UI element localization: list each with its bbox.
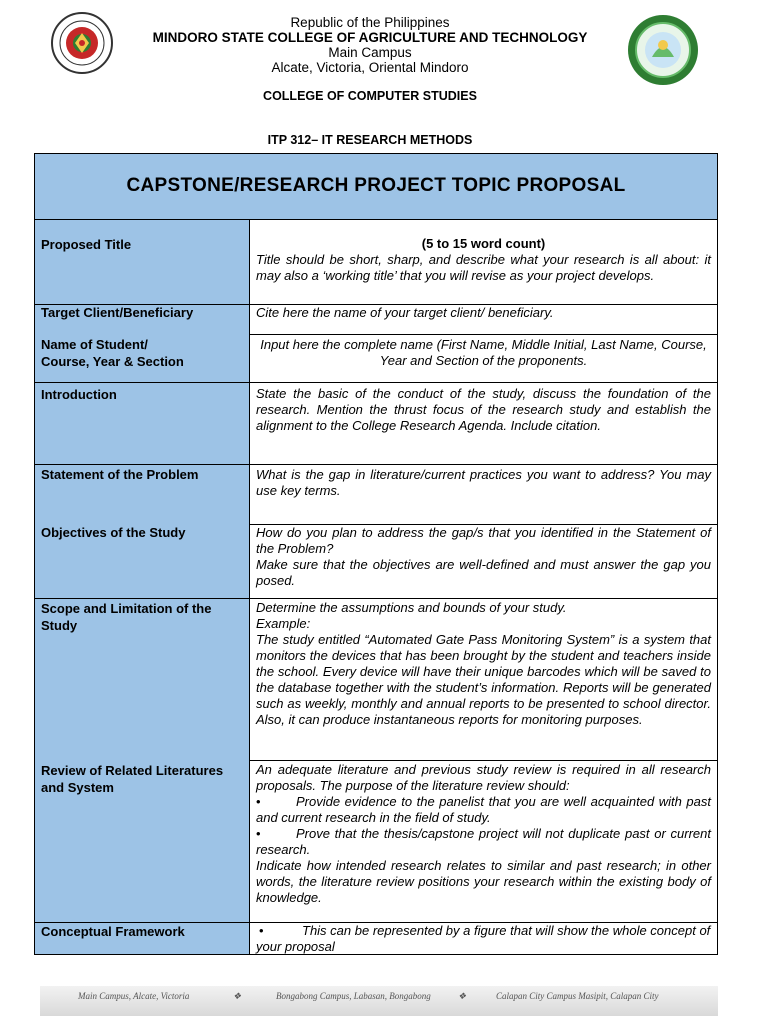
cell-framework xyxy=(256,923,711,955)
footer-separator: ❖ xyxy=(458,991,467,1001)
footer-bar xyxy=(40,986,718,1016)
review-bullet-1-text: Provide evidence to the panelist that you are well acquainted with past and current research in the field of study. xyxy=(256,794,711,825)
review-text-1: An adequate literature and previous study review is required in all research proposals. The purpose of the literature review should: xyxy=(256,762,711,793)
word-count-note: (5 to 15 word count) xyxy=(421,236,546,251)
cell-objectives xyxy=(256,525,711,589)
school-name: MINDORO STATE COLLEGE OF AGRICULTURE AND TECHNOLOGY xyxy=(152,30,588,45)
objectives-text-1: How do you plan to address the gap/s that you identified in the Statement of the Problem? xyxy=(256,525,711,556)
cell-target-client: Cite here the name of your target client/ beneficiary. xyxy=(256,305,554,320)
label-student-name xyxy=(41,336,246,370)
label-scope: Scope and Limitation of the Study xyxy=(41,601,212,633)
row-divider xyxy=(35,598,717,599)
framework-text: This can be represented by a figure that will show the whole concept of your proposal xyxy=(256,923,711,954)
cell-student-name: Input here the complete name (First Name, Middle Initial, Last Name, Course, Year and Section of the proponents. xyxy=(260,337,707,368)
label-review: Review of Related Literatures and System xyxy=(41,763,224,795)
label-introduction: Introduction xyxy=(41,387,117,402)
campus-line: Main Campus xyxy=(328,45,412,60)
footer-separator: ❖ xyxy=(233,991,242,1001)
address-line: Alcate, Victoria, Oriental Mindoro xyxy=(271,60,469,75)
label-proposed-title: Proposed Title xyxy=(41,237,132,252)
label-column xyxy=(35,220,250,954)
label-student-name-line1: Name of Student/ xyxy=(41,337,148,352)
course-title: ITP 312– IT RESEARCH METHODS xyxy=(267,133,473,147)
footer-bongabong-campus: Bongabong Campus, Labasan, Bongabong xyxy=(276,991,431,1001)
scope-text-1: Determine the assumptions and bounds of your study. xyxy=(256,600,567,615)
bullet-icon: • xyxy=(259,923,264,938)
review-bullet-1 xyxy=(256,794,711,826)
cell-scope xyxy=(256,600,711,728)
row-divider xyxy=(35,464,717,465)
review-bullet-2-text: Prove that the thesis/capstone project will not duplicate past or current research. xyxy=(256,826,711,857)
proposal-form xyxy=(34,153,718,955)
cell-proposed-title xyxy=(256,236,711,284)
cell-problem: What is the gap in literature/current practices you want to address? You may use key terms. xyxy=(256,467,711,498)
label-target-client: Target Client/Beneficiary xyxy=(41,305,194,320)
label-objectives: Objectives of the Study xyxy=(41,525,186,540)
label-framework: Conceptual Framework xyxy=(41,924,185,939)
letterhead xyxy=(0,10,768,80)
footer-calapan-campus: Calapan City Campus Masipit, Calapan City xyxy=(496,991,659,1001)
cell-introduction: State the basic of the conduct of the study, discuss the foundation of the research. Mention the thrust focus of the research study and establish the alignment to the College Research Agenda. Include citation. xyxy=(256,386,711,433)
scope-example: The study entitled “Automated Gate Pass Monitoring System” is a system that monitors the devices that has been brought by the student and teachers inside the school. Every device will have their unique barcodes which will be saved to the database together with the student’s information. Reports will be generated such as weekly, monthly and annual reports to be presented to school director. Also, it can produce instantaneous reports for monitoring purposes. xyxy=(256,632,711,727)
review-text-2: Indicate how intended research relates to similar and past research; in other words, the literature review positions your research within the existing body of knowledge. xyxy=(256,858,711,905)
row-divider xyxy=(250,334,717,335)
row-divider xyxy=(35,382,717,383)
row-divider xyxy=(250,760,717,761)
objectives-text-2: Make sure that the objectives are well-defined and must answer the gap you posed. xyxy=(256,557,711,588)
form-title-band xyxy=(35,154,717,220)
republic-line: Republic of the Philippines xyxy=(290,15,450,30)
form-title: CAPSTONE/RESEARCH PROJECT TOPIC PROPOSAL xyxy=(126,175,626,196)
bullet-icon: • xyxy=(256,826,261,841)
cell-review xyxy=(256,762,711,906)
proposed-title-instructions: Title should be short, sharp, and describe what your research is all about: it may also a ‘working title’ that you will revise as your project develops. xyxy=(256,252,711,283)
footer-main-campus: Main Campus, Alcate, Victoria xyxy=(78,991,190,1001)
label-problem: Statement of the Problem xyxy=(41,467,199,482)
bullet-icon: • xyxy=(256,794,261,809)
scope-text-2: Example: xyxy=(256,616,311,631)
label-student-name-line2: Course, Year & Section xyxy=(41,354,184,369)
review-bullet-2 xyxy=(256,826,711,858)
college-name: COLLEGE OF COMPUTER STUDIES xyxy=(263,89,477,103)
